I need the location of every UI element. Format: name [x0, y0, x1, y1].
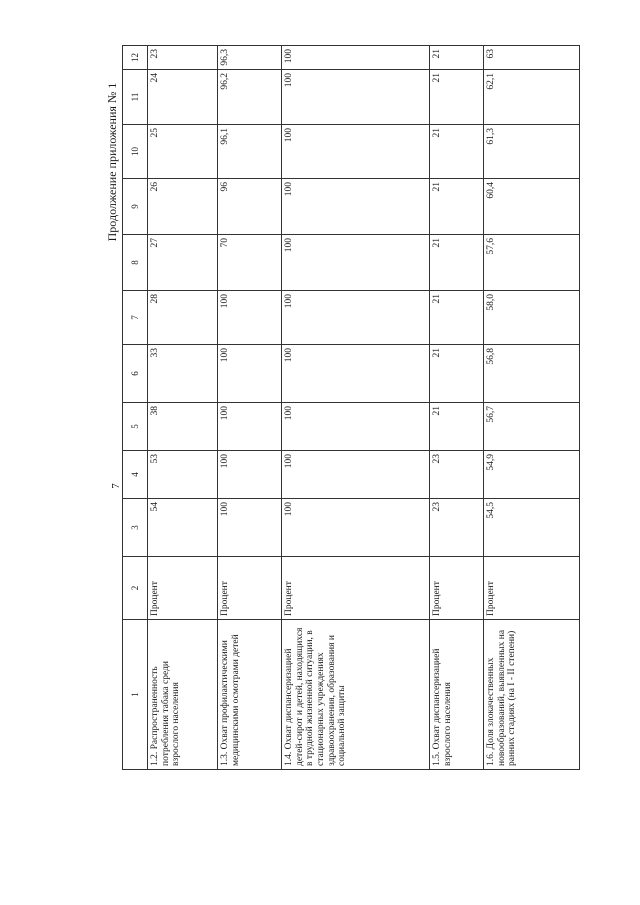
- value-cell: 100: [282, 179, 430, 235]
- value-cell: 100: [218, 345, 282, 403]
- indicator-unit: Процент: [430, 557, 484, 620]
- header-cell: 2: [123, 557, 148, 620]
- value-cell: 96,2: [218, 70, 282, 125]
- table-row: [430, 46, 484, 770]
- header-cell: 7: [123, 291, 148, 345]
- header-cell: 12: [123, 46, 148, 70]
- header-cell: 8: [123, 235, 148, 291]
- value-cell: 100: [282, 235, 430, 291]
- value-cell: 100: [282, 451, 430, 499]
- value-cell: 63: [484, 46, 580, 70]
- value-cell: 96: [218, 179, 282, 235]
- indicator-table-container: [122, 46, 574, 770]
- indicator-unit: Процент: [484, 557, 580, 620]
- value-cell: 100: [218, 291, 282, 345]
- value-cell: 26: [148, 179, 218, 235]
- value-cell: 62,1: [484, 70, 580, 125]
- value-cell: 100: [282, 125, 430, 179]
- appendix-heading: Продолжение приложения № 1: [105, 82, 119, 242]
- value-cell: 56,7: [484, 403, 580, 451]
- value-cell: 21: [430, 403, 484, 451]
- value-cell: 54: [148, 499, 218, 557]
- value-cell: 21: [430, 125, 484, 179]
- indicator-name: 1.5. Охват диспансеризацией взрослого населения: [430, 620, 484, 770]
- header-cell: 10: [123, 125, 148, 179]
- value-cell: 100: [282, 403, 430, 451]
- value-cell: 100: [282, 499, 430, 557]
- value-cell: 57,6: [484, 235, 580, 291]
- value-cell: 23: [430, 451, 484, 499]
- value-cell: 96,3: [218, 46, 282, 70]
- header-cell: 6: [123, 345, 148, 403]
- header-cell: 11: [123, 70, 148, 125]
- value-cell: 21: [430, 291, 484, 345]
- value-cell: 24: [148, 70, 218, 125]
- value-cell: 25: [148, 125, 218, 179]
- value-cell: 100: [282, 46, 430, 70]
- value-cell: 60,4: [484, 179, 580, 235]
- indicator-unit: Процент: [282, 557, 430, 620]
- value-cell: 100: [218, 499, 282, 557]
- page-number: 7: [110, 483, 122, 489]
- header-cell: 1: [123, 620, 148, 770]
- header-row: [123, 46, 148, 770]
- indicator-table: [122, 45, 580, 770]
- value-cell: 21: [430, 179, 484, 235]
- value-cell: 61,3: [484, 125, 580, 179]
- value-cell: 100: [282, 345, 430, 403]
- value-cell: 70: [218, 235, 282, 291]
- value-cell: 21: [430, 70, 484, 125]
- value-cell: 33: [148, 345, 218, 403]
- value-cell: 100: [218, 403, 282, 451]
- header-cell: 3: [123, 499, 148, 557]
- value-cell: 56,8: [484, 345, 580, 403]
- indicator-unit: Процент: [148, 557, 218, 620]
- indicator-unit: Процент: [218, 557, 282, 620]
- value-cell: 23: [430, 499, 484, 557]
- table-row: [282, 46, 430, 770]
- header-cell: 9: [123, 179, 148, 235]
- value-cell: 100: [218, 451, 282, 499]
- value-cell: 58,0: [484, 291, 580, 345]
- value-cell: 23: [148, 46, 218, 70]
- value-cell: 96,1: [218, 125, 282, 179]
- indicator-name: 1.2. Распространенность потребления табака среди взрослого населения: [148, 620, 218, 770]
- value-cell: 54,5: [484, 499, 580, 557]
- header-cell: 5: [123, 403, 148, 451]
- value-cell: 28: [148, 291, 218, 345]
- value-cell: 21: [430, 235, 484, 291]
- indicator-name: 1.4. Охват диспансеризацией детей-сирот и детей, находящихся в трудной жизненной ситуации, в стационарных учреждениях здравоохранения, образования и социальной защиты: [282, 620, 430, 770]
- indicator-name: 1.6. Доля злокачественных новообразований, выявленных на ранних стадиях (на I - II степени): [484, 620, 580, 770]
- table-row: [148, 46, 218, 770]
- value-cell: 38: [148, 403, 218, 451]
- header-cell: 4: [123, 451, 148, 499]
- value-cell: 53: [148, 451, 218, 499]
- table-row: [484, 46, 580, 770]
- value-cell: 100: [282, 70, 430, 125]
- indicator-name: 1.3. Охват профилактическими медицинскими осмотрами детей: [218, 620, 282, 770]
- table-row: [218, 46, 282, 770]
- value-cell: 54,9: [484, 451, 580, 499]
- value-cell: 21: [430, 46, 484, 70]
- value-cell: 21: [430, 345, 484, 403]
- value-cell: 27: [148, 235, 218, 291]
- value-cell: 100: [282, 291, 430, 345]
